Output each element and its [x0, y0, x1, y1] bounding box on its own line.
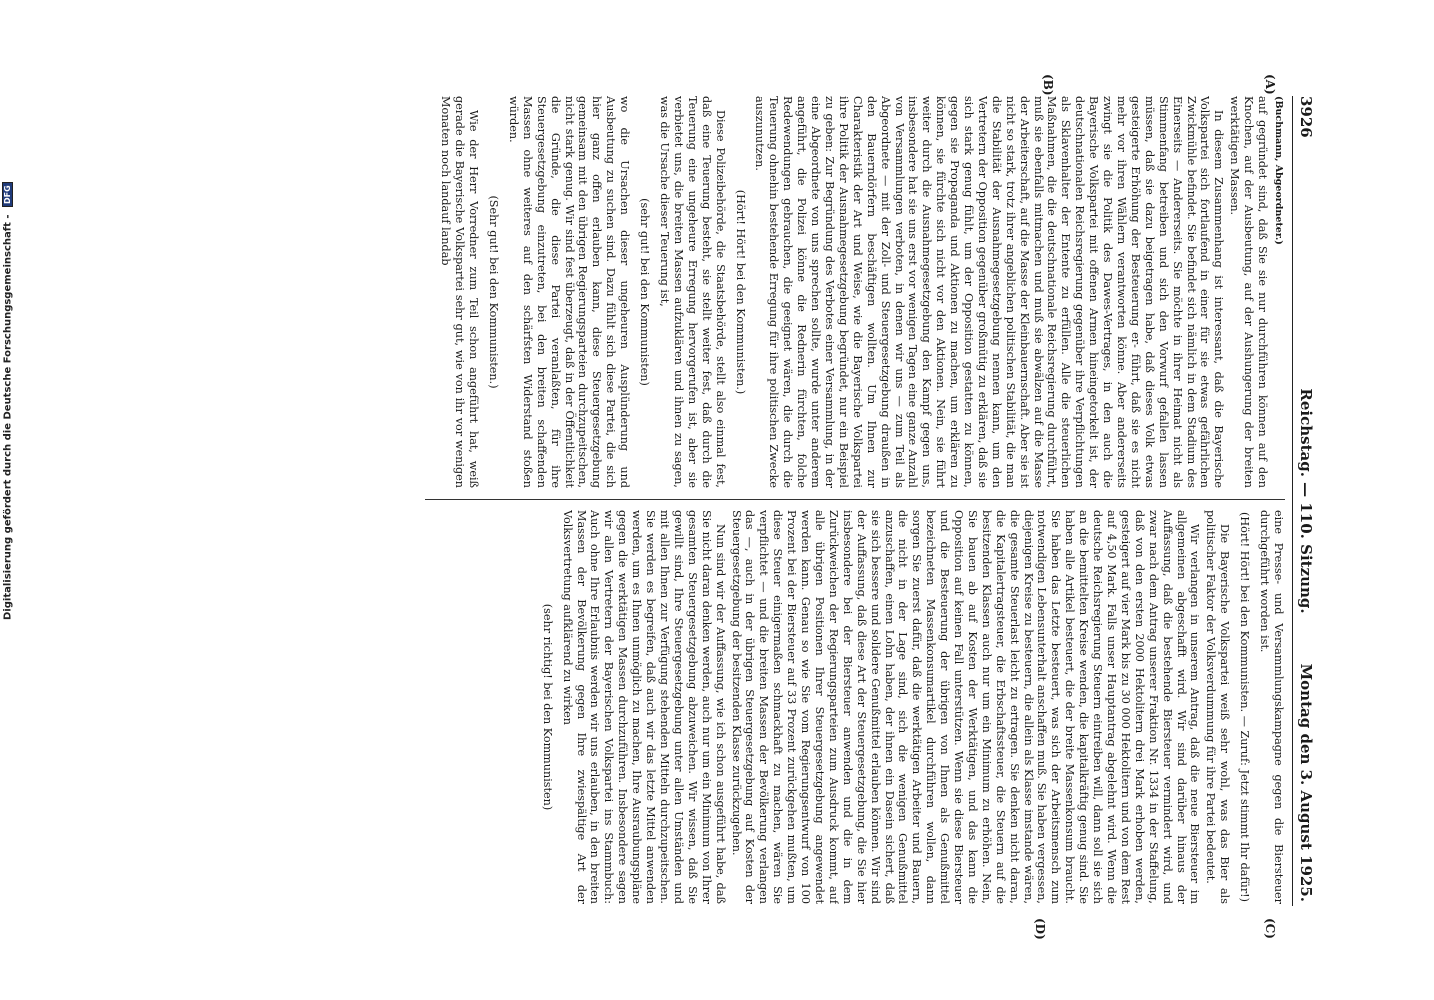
- interjection: (Sehr gut! bei den Kommunisten.): [487, 195, 501, 389]
- interjection: (Hört! Hört! bei den Kommunisten.): [733, 189, 747, 395]
- page-number: 3926: [1297, 96, 1315, 138]
- dfg-logo: DFG: [2, 182, 13, 207]
- margin-mark-a: (A): [1263, 74, 1277, 95]
- footer-credit: [2, 185, 16, 620]
- interjection: (Hört! Hört! bei den Kommunisten. — Zuruf: Jetzt stimmt Ihr dafür!): [1238, 511, 1252, 903]
- speaker-label: (Buchmann, Abgeordneter.): [1273, 96, 1284, 245]
- interjection: (sehr richtig! bei den Kommunisten): [540, 603, 554, 811]
- paragraph: auf gegründet sind, daß Sie sie nur durchführen können auf den Knochen, auf der Ausbeutung, auf der Aushungerung der breiten werktätigen Massen.: [1228, 96, 1270, 488]
- paragraph: wo die Ursachen dieser ungeheuren Ausplünderung und Ausbeutung zu suchen sind. Dazu fühlt sich diese Partei, die sich hier ganz offen erlauben kann, diese Steuergesetzgebung gemeinsam mit den übrigen Regierungsparteien durchzupeitschen, nicht stark genug. Wir sind fest überzeugt, daß in der Öffentlichkeit die Gründe, die diese Partei veranlaßten, für ihre Steuergesetzgebung einzutreten, bei den breiten schaffenden Massen ohne weiteres auf den schärfsten Widerstand stoßen würden.: [506, 96, 632, 488]
- margin-mark-b: (B): [1041, 74, 1055, 96]
- right-column: [115, 510, 1285, 904]
- header-title: Reichstag. — 110. Sitzung.: [1297, 388, 1315, 614]
- paragraph: Diese Polizeibehörde, die Staatsbehörde, stellt also einmal fest, daß eine Teuerung besteht, sie stellt weiter fest, daß durch die Teuerung eine ungeheure Erregung hervorgerufen ist, aber sie verbietet uns, die breiten Massen aufzuklären und ihnen zu sagen, was die Ursache dieser Teuerung ist,: [658, 96, 727, 488]
- paragraph: Wir verlangen in unserem Antrag, daß die neue Biersteuer im allgemeinen abgeschafft wird. Wir sind darüber hinaus der Auffassung, daß die bestehende Biersteuer vermindert wird, und zwar nach dem Antrag unserer Fraktion Nr. 1334 in der Staffelung, daß von den ersten 2000 Hektolitern drei Mark erhoben werden, gesteigert auf vier Mark bis zu 30 000 Hektolitern und von dem Rest auf 4,50 Mark. Falls unser Hauptantrag abgelehnt wird. Wenn die deutsche Reichsregierung Steuern eintreiben will, dann soll sie sich an die bemittelten Kreise wenden, die kapitalkräftig genug sind. Sie haben alle Artikel besteuert, die der breite Massenkonsum braucht. Sie haben das Letzte besteuert, was sich der Arbeitsmensch zum notwendigen Lebensunterhalt anschaffen muß. Sie haben vergessen, diejenigen Kreise zu besteuern, die allein als Klasse imstande wären, die gesamte Steuerlast leicht zu ertragen. Sie denken nicht daran, die Kapitalertragsteuer, die Erbschaftssteuer, die Steuern auf die besitzenden Klassen auch nur um ein Minimum zu erhöhen. Nein, Sie bauen ab auf Kosten der Werktätigen, und das kann die Opposition auf keinen Fall unterstützen. Wenn sie diese Biersteuer und die Besteuerung der übrigen von Ihnen als Genußmittel bezeichneten Massenkonsumartikel durchführen wollen, dann sorgen Sie zuerst dafür, daß die werktätigen Arbeiter und Bauern, die nicht in der Lage sind, sich die wenigen Genußmittel anzuschaffen, einen Lohn haben, der ihnen ein Dasein sichert, daß sie sich bessere und solidere Genußmittel erlauben können. Wir sind der Auffassung, daß diese Art der Steuergesetzgebung, die Sie hier insbesondere bei der Biersteuer anwenden und die in dem Zurückweichen der Regierungsparteien zum Ausdruck kommt, auf alle übrigen Positionen Ihrer Steuergesetzgebung angewendet werden kann. Genau so wie Sie vom Regierungsentwurf von 100 Prozent bei der Biersteuer auf 33 Prozent zurückgehen mußten, um diese Steuer einigermaßen schmackhaft zu machen, wären Sie verpflichtet — und die breiten Massen der Bevölkerung verlangen das —, auch in der übrigen Steuergesetzgebung auf Kosten der Steuergesetzgebung der besitzenden Klasse zurückzugehen.: [729, 510, 1202, 904]
- paragraph: Die Bayerische Volkspartei weiß sehr wohl, was das Bier als politischer Faktor der Volksverdummung für ihre Partei bedeutet.: [1204, 510, 1232, 904]
- column-divider: [425, 499, 1285, 500]
- margin-mark-d: (D): [1033, 918, 1047, 940]
- paragraph: Wie der Herr Vorredner zum Teil schon angeführt hat, weiß gerade die Bayerische Volkspartei sehr gut, wie von ihr vor wenigen Monaten noch landauf landab: [439, 96, 481, 488]
- paragraph: eine Presse- und Versammlungskampagne gegen die Biersteuer durchgeführt worden ist.: [1258, 510, 1285, 904]
- rotated-page: [107, 74, 1317, 940]
- page-header: [1292, 96, 1317, 906]
- margin-mark-c: (C): [1263, 918, 1277, 939]
- paragraph: Nun sind wir der Auffassung, wie ich schon ausgeführt habe, daß Sie nicht daran denken werden, auch nur um ein Minimum von Ihrer gesamten Steuergesetzgebung abzuweichen. Wir wissen, daß Sie gewillt sind, Ihre Steuergesetzgebung unter allen Umständen und mit allen Ihnen zur Verfügung stehenden Mitteln durchzupeitschen. Sie werden es begreifen, daß auch wir das letzte Mittel anwenden werden, um es Ihnen unmöglich zu machen, Ihre Ausraubungspläne gegen die werktätigen Massen durchzuführen. Insbesondere sagen wir allen Vertretern der Bayerischen Volkspartei ins Stammbuch: Auch ohne Ihre Erlaubnis werden wir uns erlauben, in den breiten Massen der Bevölkerung gegen Ihre zwiespältige Art der Volksvertretung aufklärend zu wirken: [560, 510, 727, 904]
- left-column: [115, 96, 1285, 488]
- header-date: Montag den 3. August 1925.: [1297, 663, 1315, 902]
- interjection: (sehr gut! bei den Kommunisten): [638, 198, 652, 386]
- paragraph: In diesem Zusammenhang ist interessant, daß die Bayerische Volkspartei sich fortlaufend in einer für sie etwas gefährlichen Zwickmühle befindet. Sie befindet sich nämlich in dem Stadium des Einerseits — Andererseits. Sie möchte in ihrer Heimat nicht als Stimmenfang betreiben und sich den Vorwurf gefallen lassen müssen, daß sie dazu beigetragen habe, daß dieses Volk etwas gesteigerte Erhöhung der Besteuerung er- führt, daß sie es nicht mehr vor ihren Wählern verantworten könne. Aber andererseits zwingt sie die Politik des Dawes-Vertrages, in den auch die Bayerische Volkspartei mit offenen Armen hineingetorkelt ist, der deutschnationalen Reichsregierung gegenüber ihre Verpflichtungen als Sklavenhalter der Entente zu erfüllen. Alle die steuerlichen Maßnahmen, die die deutschnationale Reichsregierung durchführt, muß sie ebenfalls mitmachen und muß sie abwälzen auf die Masse der Arbeiterschaft, auf die Masse der Kleinbauernschaft. Aber sie ist nicht so stark, trotz ihrer angeblichen politischen Stabilität, die man die Stabilität der Ausnahmegesetzgebung nennen kann, um den Vertretern der Opposition gegenüber großmütig zu erklären, daß sie sich stark genug fühlt, um der Opposition gestatten zu können, gegen sie Propaganda und Aktionen zu machen, um erklären zu können, sie fürchte sich nicht vor den Aktionen. Nein, sie führt weiter durch die Ausnahmegesetzgebung den Kampf gegen uns, insbesondere hat sie uns erst vor wenigen Tagen eine ganze Anzahl von Versammlungen verboten, in denen wir uns — zum Teil als Abgeordnete — mit der Zoll- und Steuergesetzgebung draußen in den Bauerndörfern beschäftigen wollten. Um Ihnen zur Charakteristik der Art und Weise, wie die Bayerische Volkspartei ihre Politik der Ausnahmegesetzgebung begründet, nur ein Beispiel zu geben: Zur Begründung des Verbotes einer Versammlung, in der eine Abgeordnete von uns sprechen sollte, wurde unter anderem angeführt, die Polizei könne die Rednerin fürchten, folche Redewendungen gebrauchen, die geeignet wären, die durch die Teuerung ohnehin bestehende Erregung für ihre politischen Zwecke auszunutzen.: [753, 96, 1226, 488]
- footer-text: Digitalisierung gefördert durch die Deutsche Forschungsgemeinschaft -: [2, 214, 14, 620]
